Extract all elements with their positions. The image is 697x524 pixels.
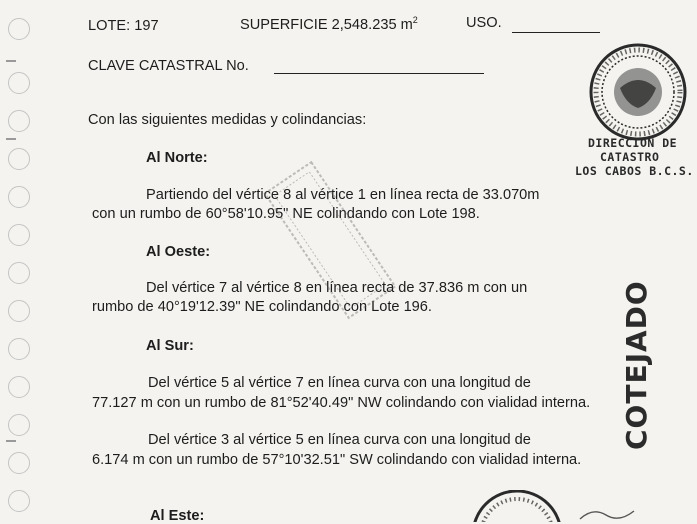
- sur-para-1-line-1: Del vértice 5 al vértice 7 en línea curva con una longitud de: [148, 375, 531, 391]
- clave-blank-line: [274, 73, 484, 74]
- punch-hole: [8, 376, 30, 398]
- uso-blank-line: [512, 32, 600, 33]
- punch-hole: [8, 224, 30, 246]
- margin-mark: [6, 138, 16, 140]
- uso-label: USO.: [466, 15, 502, 31]
- lote-label: LOTE: 197: [88, 18, 159, 34]
- punch-hole: [8, 262, 30, 284]
- punch-hole: [8, 338, 30, 360]
- heading-norte: Al Norte:: [146, 150, 208, 166]
- margin-mark: [6, 440, 16, 442]
- stamp-direccion-line-2: CATASTRO: [600, 150, 660, 164]
- norte-line-1: Partiendo del vértice 8 al vértice 1 en línea recta de 33.070m: [146, 187, 540, 203]
- oeste-line-2: rumbo de 40°19'12.39" NE colindando con Lote 196.: [92, 299, 432, 315]
- punch-hole: [8, 452, 30, 474]
- heading-oeste: Al Oeste:: [146, 244, 211, 260]
- faint-diagonal-stamp: [240, 140, 420, 340]
- punch-hole: [8, 148, 30, 170]
- punch-hole: [8, 110, 30, 132]
- superficie-label: SUPERFICIE 2,548.235 $m^2$: [240, 15, 418, 33]
- stamp-direccion-line-3: LOS CABOS B.C.S.: [575, 164, 694, 178]
- punch-hole: [8, 490, 30, 512]
- official-seal: [580, 42, 692, 142]
- clave-catastral-label: CLAVE CATASTRAL No.: [88, 58, 249, 74]
- cotejado-stamp: COTEJADO: [620, 280, 653, 450]
- punch-hole: [8, 72, 30, 94]
- intro-text: Con las siguientes medidas y colindancias:: [88, 112, 367, 128]
- margin-mark: [6, 60, 16, 62]
- punch-hole: [8, 186, 30, 208]
- punch-hole: [8, 18, 30, 40]
- heading-este: Al Este:: [150, 508, 205, 524]
- punch-hole: [8, 414, 30, 436]
- signature-mark-bottom: [578, 505, 638, 522]
- sur-para-2-line-1: Del vértice 3 al vértice 5 en línea curva con una longitud de: [148, 432, 531, 448]
- oeste-line-1: Del vértice 7 al vértice 8 en línea recta de 37.836 m con un: [146, 280, 528, 296]
- heading-sur: Al Sur:: [146, 338, 194, 354]
- seal-partial-bottom: [462, 490, 572, 522]
- sur-para-2-rest: 6.174 m con un rumbo de 57°10'32.51" SW colindando con vialidad interna.: [92, 452, 582, 468]
- stamp-direccion-line-1: DIRECCION DE: [588, 136, 678, 150]
- sur-para-1-rest: 77.127 m con un rumbo de 81°52'40.49" NW colindando con vialidad interna.: [92, 395, 591, 411]
- punch-hole: [8, 300, 30, 322]
- norte-line-2: con un rumbo de 60°58'10.95" NE colindando con Lote 198.: [92, 206, 480, 222]
